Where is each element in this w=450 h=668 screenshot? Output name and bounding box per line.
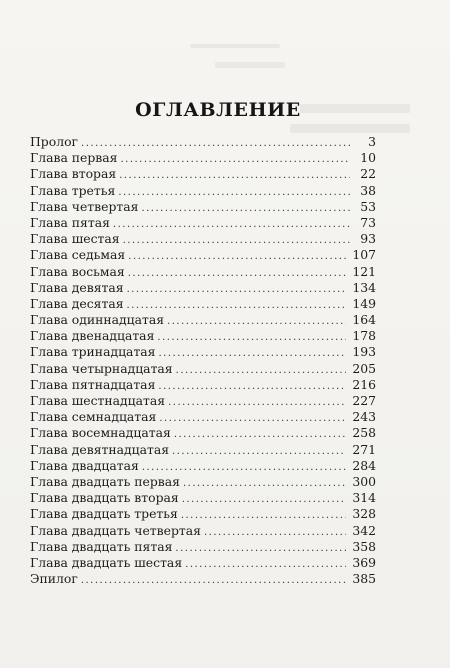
toc-entry-page-number: 227 bbox=[352, 393, 376, 408]
toc-entry-page-number: 193 bbox=[352, 344, 376, 360]
dot-leader bbox=[168, 395, 346, 411]
toc-entry bbox=[30, 425, 376, 441]
dot-leader bbox=[81, 136, 350, 152]
toc-entry bbox=[30, 506, 376, 522]
toc-entry-label: Глава третья bbox=[30, 182, 116, 198]
toc-entry-page-number: 53 bbox=[360, 198, 376, 214]
dot-leader bbox=[172, 444, 346, 460]
toc-entry-label: Глава шестая bbox=[30, 231, 120, 247]
dot-leader bbox=[167, 314, 346, 330]
toc-entry bbox=[30, 344, 376, 360]
toc-entry bbox=[30, 328, 376, 344]
toc-entry-page-number: 284 bbox=[352, 457, 376, 473]
toc-entry bbox=[30, 377, 376, 393]
toc-entry bbox=[30, 490, 376, 506]
dot-leader bbox=[113, 217, 350, 233]
toc-entry-label: Глава восьмая bbox=[30, 263, 125, 279]
toc-entry bbox=[30, 523, 376, 539]
toc-entry bbox=[30, 474, 376, 490]
toc-entry-label: Глава семнадцатая bbox=[30, 409, 157, 425]
dot-leader bbox=[185, 557, 346, 573]
dot-leader bbox=[118, 185, 350, 201]
toc-entry-label: Глава четвертая bbox=[30, 198, 139, 214]
toc-entry bbox=[30, 555, 376, 571]
toc-entry-page-number: 22 bbox=[360, 166, 376, 182]
dot-leader bbox=[183, 476, 346, 492]
dot-leader bbox=[128, 249, 346, 265]
toc-entry-label: Глава девятая bbox=[30, 279, 124, 295]
toc-entry-page-number: 121 bbox=[352, 263, 376, 279]
toc-entry-label: Глава первая bbox=[30, 150, 118, 166]
toc-entry bbox=[30, 361, 376, 377]
toc-entry-page-number: 216 bbox=[352, 376, 376, 392]
toc-entry-label: Глава двадцать первая bbox=[30, 473, 180, 489]
toc-entry-page-number: 300 bbox=[352, 473, 376, 489]
dot-leader bbox=[175, 541, 346, 557]
toc-entry bbox=[30, 231, 376, 247]
toc-entry-page-number: 107 bbox=[352, 247, 376, 263]
toc-entry-label: Глава двадцатая bbox=[30, 457, 139, 473]
dot-leader bbox=[127, 282, 347, 298]
toc-entry-label: Глава двадцать пятая bbox=[30, 538, 173, 554]
dot-leader bbox=[158, 379, 346, 395]
toc-entry-label: Глава шестнадцатая bbox=[30, 393, 166, 408]
bleed-through-mark bbox=[215, 62, 285, 68]
toc-entry-label: Эпилог bbox=[30, 571, 78, 587]
toc-entry bbox=[30, 539, 376, 555]
dot-leader bbox=[128, 266, 347, 282]
toc-entry-page-number: 328 bbox=[352, 506, 376, 522]
toc-entry-page-number: 3 bbox=[368, 134, 376, 149]
toc-entry-page-number: 258 bbox=[352, 425, 376, 441]
toc-entry-page-number: 38 bbox=[360, 182, 376, 198]
toc-entry bbox=[30, 442, 376, 458]
toc-entry bbox=[30, 183, 376, 199]
dot-leader bbox=[204, 525, 346, 541]
toc-entry-label: Глава десятая bbox=[30, 295, 124, 311]
toc-entry bbox=[30, 134, 376, 150]
toc-entry bbox=[30, 296, 376, 312]
dot-leader bbox=[157, 330, 346, 346]
toc-entry bbox=[30, 571, 376, 587]
toc-entry-label: Глава вторая bbox=[30, 166, 117, 182]
toc-entry-label: Глава двенадцатая bbox=[30, 328, 155, 344]
toc-entry-page-number: 369 bbox=[352, 554, 376, 570]
toc-entry bbox=[30, 199, 376, 215]
bleed-through-mark bbox=[190, 44, 280, 48]
table-of-contents bbox=[30, 134, 376, 587]
dot-leader bbox=[181, 508, 347, 524]
toc-entry-label: Глава двадцать четвертая bbox=[30, 522, 201, 538]
dot-leader bbox=[176, 363, 347, 379]
toc-entry-label: Глава двадцать вторая bbox=[30, 490, 179, 506]
dot-leader bbox=[174, 427, 347, 443]
toc-entry-label: Глава пятнадцатая bbox=[30, 376, 156, 392]
toc-entry-page-number: 164 bbox=[352, 312, 376, 328]
bleed-through-mark bbox=[290, 124, 410, 133]
toc-entry bbox=[30, 409, 376, 425]
toc-entry-page-number: 314 bbox=[352, 490, 376, 506]
toc-entry bbox=[30, 312, 376, 328]
toc-entry bbox=[30, 264, 376, 280]
toc-entry-page-number: 93 bbox=[360, 231, 376, 247]
toc-entry-label: Глава одиннадцатая bbox=[30, 312, 165, 328]
toc-entry bbox=[30, 166, 376, 182]
dot-leader bbox=[123, 233, 350, 249]
dot-leader bbox=[120, 152, 350, 168]
toc-entry bbox=[30, 393, 376, 409]
toc-entry-page-number: 271 bbox=[352, 441, 376, 457]
toc-entry-page-number: 178 bbox=[352, 328, 376, 344]
toc-entry-page-number: 149 bbox=[352, 295, 376, 311]
dot-leader bbox=[182, 492, 347, 508]
dot-leader bbox=[159, 346, 347, 362]
toc-entry bbox=[30, 247, 376, 263]
toc-entry-page-number: 134 bbox=[352, 279, 376, 295]
dot-leader bbox=[159, 411, 346, 427]
toc-entry-page-number: 358 bbox=[352, 538, 376, 554]
toc-entry bbox=[30, 458, 376, 474]
toc-entry-label: Глава девятнадцатая bbox=[30, 441, 170, 457]
page-title: ОГЛАВЛЕНИЕ bbox=[135, 99, 301, 121]
toc-entry-page-number: 73 bbox=[360, 214, 376, 230]
toc-entry-label: Глава седьмая bbox=[30, 247, 126, 263]
toc-entry bbox=[30, 280, 376, 296]
toc-entry-label: Глава пятая bbox=[30, 214, 110, 230]
toc-entry-label: Глава двадцать шестая bbox=[30, 554, 183, 570]
dot-leader bbox=[141, 201, 350, 217]
toc-entry-label: Глава двадцать третья bbox=[30, 506, 178, 522]
dot-leader bbox=[81, 573, 347, 589]
toc-entry-label: Глава четырнадцатая bbox=[30, 360, 173, 376]
dot-leader bbox=[119, 168, 350, 184]
toc-entry-label: Пролог bbox=[30, 134, 79, 149]
toc-entry bbox=[30, 150, 376, 166]
toc-entry-label: Глава тринадцатая bbox=[30, 344, 156, 360]
toc-entry bbox=[30, 215, 376, 231]
toc-entry-page-number: 342 bbox=[352, 522, 376, 538]
toc-entry-label: Глава восемнадцатая bbox=[30, 425, 171, 441]
toc-entry-page-number: 243 bbox=[352, 409, 376, 425]
toc-entry-page-number: 385 bbox=[352, 571, 376, 587]
toc-entry-page-number: 10 bbox=[360, 150, 376, 166]
toc-entry-page-number: 205 bbox=[352, 360, 376, 376]
